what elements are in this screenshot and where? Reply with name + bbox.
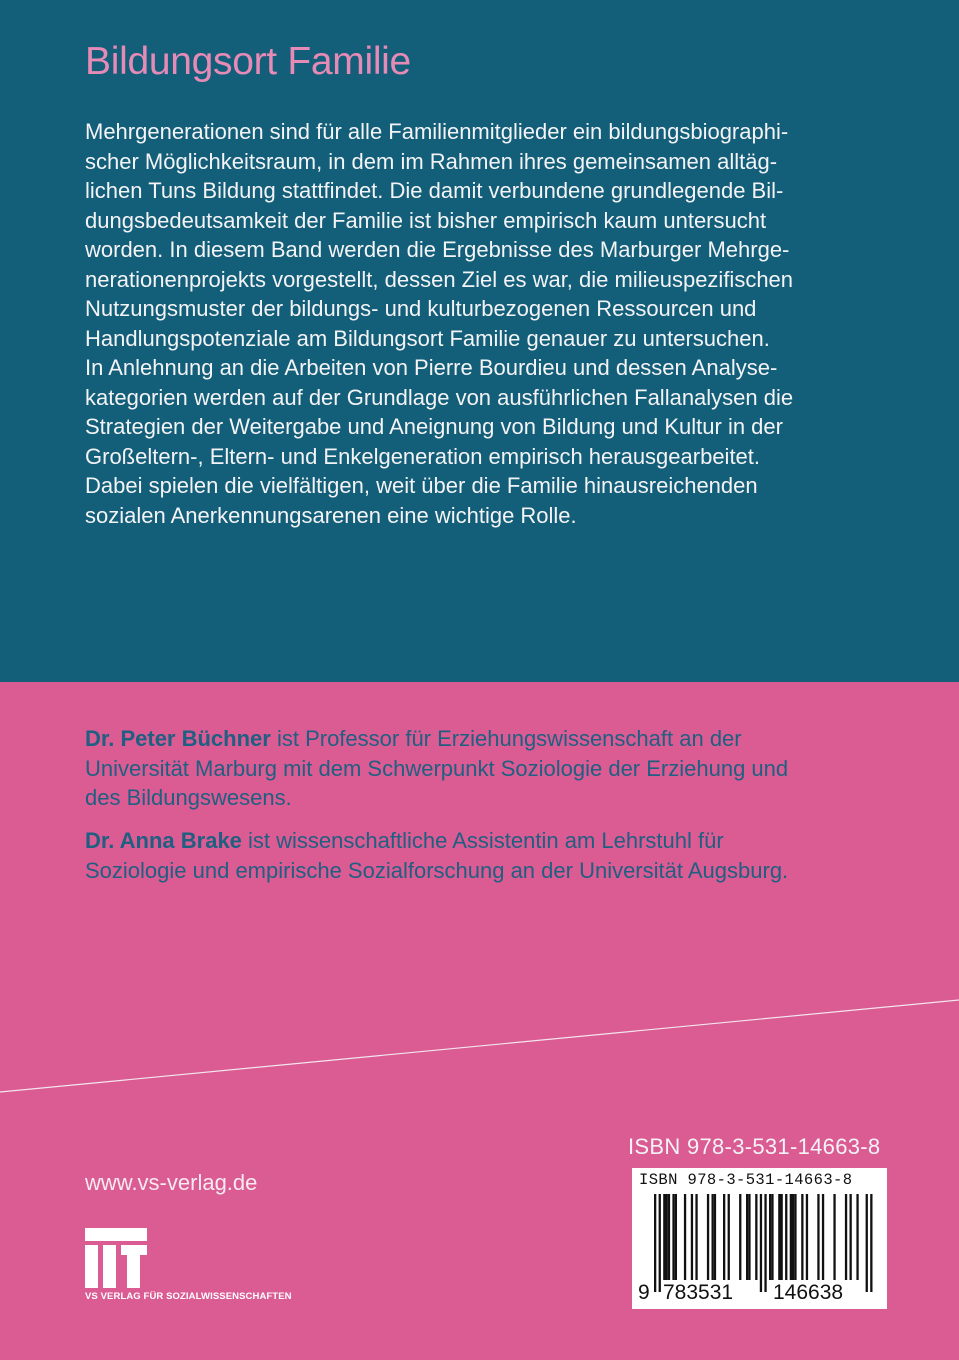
barcode-bar <box>755 1194 757 1280</box>
author-bio-text: des Bildungswesens. <box>85 785 292 810</box>
publisher-name: VS VERLAG FÜR SOZIALWISSENSCHAFTEN <box>85 1291 292 1302</box>
book-title: Bildungsort Familie <box>85 40 411 83</box>
author-name: Dr. Peter Büchner <box>85 726 271 751</box>
publisher-website[interactable]: www.vs-verlag.de <box>85 1170 258 1195</box>
barcode-bar <box>728 1194 730 1280</box>
author-bio-text: ist wissenschaftliche Assistentin am Lehrstuhl für <box>241 828 724 853</box>
barcode-bar <box>707 1194 709 1280</box>
description-line: scher Möglichkeitsraum, in dem im Rahmen ihres gemeinsamen alltäg- <box>85 148 778 174</box>
author-bio-text: Universität Marburg mit dem Schwerpunkt Soziologie der Erziehung und <box>85 755 789 781</box>
barcode-bar <box>801 1194 803 1280</box>
description-line: nerationenprojekts vorgestellt, dessen Ziel es war, die milieuspezifischen <box>85 266 794 292</box>
barcode-bar <box>764 1194 766 1292</box>
barcode-bar <box>663 1194 665 1280</box>
description-line: Handlungspotenziale am Bildungsort Familie genauer zu untersuchen. <box>85 325 770 351</box>
barcode-bar <box>659 1194 661 1292</box>
description-line: Mehrgenerationen sind für alle Familienmitglieder ein bildungsbiographi- <box>85 119 789 144</box>
barcode-bar <box>739 1194 741 1280</box>
barcode-digits-right: 146638 <box>773 1281 844 1304</box>
description-line: Großeltern-, Eltern- und Enkelgeneration empirisch herausgearbeitet. <box>85 443 761 469</box>
barcode-bar <box>822 1194 824 1280</box>
barcode-bar <box>691 1194 693 1280</box>
barcode-bar <box>856 1194 858 1280</box>
barcode-bar <box>870 1194 872 1292</box>
barcode-bar <box>850 1194 852 1280</box>
description-line: Dabei spielen die vielfältigen, weit über die Familie hinausreichenden <box>85 473 758 498</box>
description-line: worden. In diesem Band werden die Ergebnisse des Marburger Mehrge- <box>85 237 790 262</box>
author-bio-text: Soziologie und empirische Sozialforschung an der Universität Augsburg. <box>85 857 789 883</box>
author-bio-buechner <box>85 724 875 813</box>
barcode-isbn: ISBN 978-3-531-14663-8 <box>639 1171 853 1189</box>
barcode-bar <box>769 1194 771 1280</box>
description-line: dungsbedeutsamkeit der Familie ist bisher empirisch kaum untersucht <box>85 207 767 233</box>
description-line: lichen Tuns Bildung stattfindet. Die damit verbundene grundlegende Bil- <box>85 178 784 203</box>
barcode-bar <box>794 1194 796 1280</box>
barcode-bar <box>666 1194 668 1280</box>
barcode-bar <box>781 1194 783 1280</box>
author-bio-brake <box>85 826 875 885</box>
barcode-bar <box>712 1194 714 1280</box>
author-bio-text: ist Professor für Erziehungswissenschaft an der <box>270 726 742 751</box>
description-line: sozialen Anerkennungsarenen eine wichtige Rolle. <box>85 502 577 528</box>
barcode-bar <box>792 1194 794 1280</box>
barcode-bar <box>845 1194 847 1280</box>
barcode-bar <box>833 1194 835 1280</box>
author-name: Dr. Anna Brake <box>85 828 242 853</box>
description-line: Nutzungsmuster der bildungs- und kulturbezogenen Ressourcen und <box>85 296 757 321</box>
description-line: In Anlehnung an die Arbeiten von Pierre Bourdieu und dessen Analyse- <box>85 355 778 380</box>
barcode-bar <box>695 1194 697 1280</box>
barcode-bar <box>684 1194 686 1280</box>
barcode-bar <box>672 1194 674 1280</box>
barcode-bar <box>806 1194 808 1280</box>
barcode <box>632 1168 887 1309</box>
barcode-bar <box>790 1194 792 1280</box>
barcode-bar <box>675 1194 677 1280</box>
barcode-digit-first: 9 <box>638 1281 650 1304</box>
barcode-bar <box>723 1194 725 1280</box>
barcode-bar <box>668 1194 670 1280</box>
barcode-bar <box>748 1194 750 1280</box>
barcode-bar <box>866 1194 868 1292</box>
book-description <box>85 117 875 530</box>
barcode-bar <box>817 1194 819 1280</box>
barcode-bar <box>760 1194 762 1292</box>
description-line: kategorien werden auf der Grundlage von ausführlichen Fallanalysen die <box>85 384 794 410</box>
barcode-bar <box>654 1194 656 1292</box>
barcode-digits-left: 783531 <box>663 1281 734 1304</box>
barcode-bar <box>714 1194 716 1280</box>
barcode-bar <box>746 1194 748 1280</box>
vs-verlag-logo-icon <box>85 1228 147 1288</box>
barcode-bar <box>771 1194 773 1280</box>
description-line: Strategien der Weitergabe und Aneignung von Bildung und Kultur in der <box>85 414 783 439</box>
barcode-bar <box>785 1194 787 1280</box>
barcode-bar <box>778 1194 780 1280</box>
isbn-label: ISBN 978-3-531-14663-8 <box>628 1134 881 1159</box>
